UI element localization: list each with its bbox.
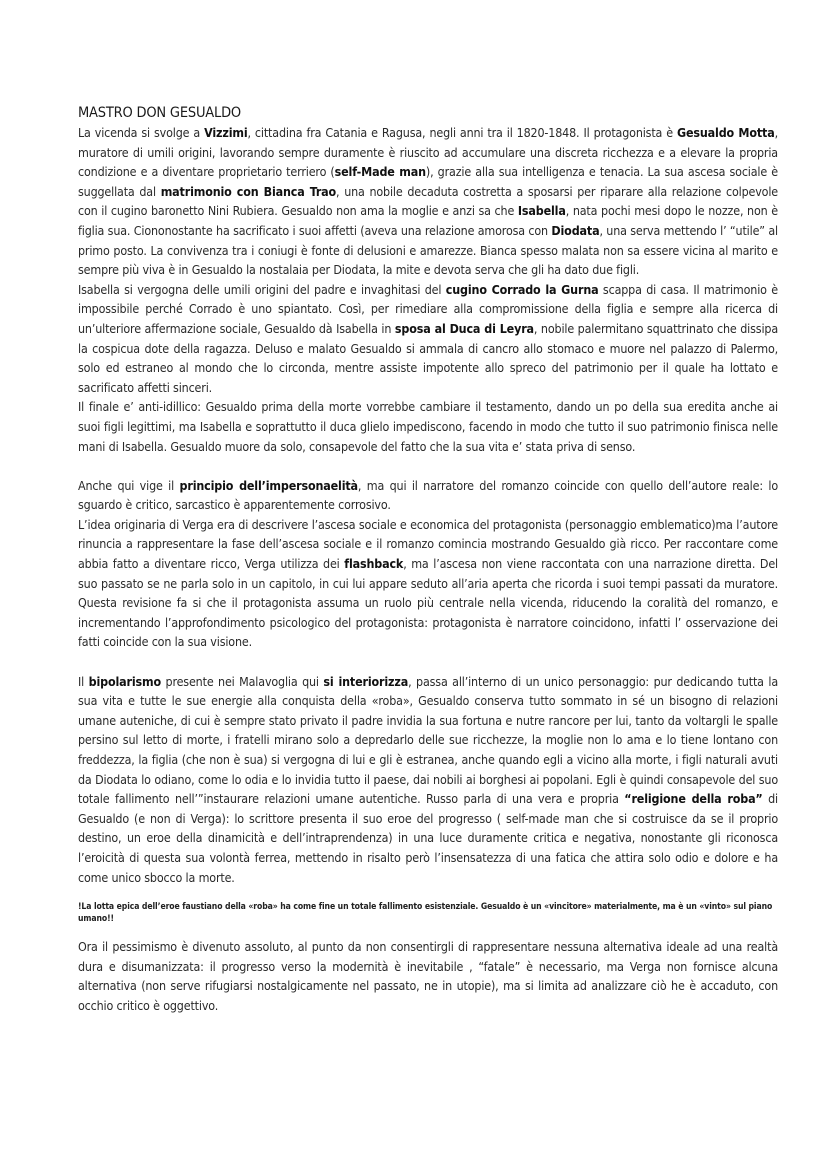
bold-term: Vizzimi bbox=[204, 125, 248, 140]
text-run: Il finale e’ anti-idillico: Gesualdo prima della morte vorrebbe cambiare il testamento, dando un po della sua eredita anche ai suoi figli legittimi, ma Isabella e soprattutto il duca glielo impediscono, facendo in modo che tutto il suo patrimonio finisca nelle mani di Isabella. Gesualdo muore da solo, consapevole del fatto che la sua vita e’ stata priva di senso. bbox=[78, 399, 778, 454]
bold-term: “religione della roba” bbox=[624, 791, 763, 807]
text-run: , nobile palermitano squattrinato che dissipa la cospicua dote della ragazza. Deluso e malato Gesualdo si ammala di cancro allo stomaco e muore nel palazzo di Palermo, solo ed estraneo al mondo che lo circonda, mentre assiste impotente allo spreco del patrimonio per il quale ha lottato e sacrificato affetti sinceri. bbox=[78, 320, 779, 395]
text-run: , una serva mettendo l’ “utile” al primo posto. La convivenza tra i coniugi è fonte di delusioni e amarezze. Bianca spesso malata non sa essere vicina al marito e sempre più viva è in Gesualdo la nostalaia per Diodata, la mite e devota serva che gli ha dato due figli. bbox=[78, 222, 778, 278]
document-page bbox=[78, 104, 778, 1016]
text-run: , nata pochi mesi dopo le nozze, non è figlia sua. Ciononostante ha sacrificato i suoi affetti (aveva una relazione amorosa con bbox=[78, 203, 778, 238]
text-run: La vicenda si svolge a bbox=[78, 125, 205, 140]
paragraph-isabella bbox=[78, 280, 778, 398]
bold-term: Gesualdo Motta bbox=[677, 125, 775, 140]
text-run: , muratore di umili origini, lavorando sempre duramente è riuscito ad accumulare una discreta ricchezza e a elevare la propria condizione e a diventare proprietario terriero ( bbox=[78, 125, 778, 180]
bold-term: Diodata bbox=[551, 222, 600, 238]
spacer bbox=[78, 652, 778, 672]
text-run: , ma l’ascesa non viene raccontata con una narrazione diretta. Del suo passato se ne parla solo in un capitolo, in cui lui appare seduto all’aria aperta che ricorda i suoi tempi passati da muratore. Questa revisione fa si che il protagonista assuma un ruolo più centrale nella vicenda, riducendo la coralità del romanzo, e incrementando l’approfondimento psicologico del protagonista: protagonista è narratore coincidono, infatti l’ osservazione dei fatti coincide con la sua visione. bbox=[78, 556, 778, 650]
text-run: , cittadina fra Catania e Ragusa, negli anni tra il 1820-1848. Il protagonista è bbox=[247, 125, 677, 140]
bold-term: principio dell’impersonaelità bbox=[179, 477, 358, 493]
paragraph-plot bbox=[78, 123, 778, 280]
bold-term: self-Made man bbox=[334, 164, 426, 180]
paragraph-bipolarism bbox=[78, 672, 778, 888]
highlight-note: !La lotta epica dell’eroe faustiano della «roba» ha come fine un totale fallimento esistenziale. Gesualdo è un «vincitore» materialmente, ma è un «vinto» sul piano umano!! bbox=[78, 902, 773, 925]
text-run: , passa all’interno di un unico personaggio: pur dedicando tutta la sua vita e tutte le sue energie alla conquista della «roba», Gesualdo conserva tutto sommato in sé un bisogno di relazioni umane auteniche, di cui è sempre stato privato il padre invidia la sua fortuna e nutre rancore per lui, tanto da voltargli le spalle persino sul letto di morte, i fratelli mirano solo a depredarlo delle sue ricchezze, la moglie non lo ama e lo tiene lontano con freddezza, la figlia (che non è sua) si vergogna di lui e gli è estranea, anche quando egli a vicino alla morte, i figli naturali avuti da Diodata lo odiano, come lo odia e lo invidia tutto il paese, dai nobili ai borghesi ai popolani. Egli è quindi consapevole del suo totale fallimento nell’”instaurare relazioni umane autentiche. Russo parla di una vera e propria bbox=[78, 673, 778, 807]
text-run: , ma qui il narratore del romanzo coincide con quello dell’autore reale: lo sguardo è critico, sarcastico è apparentemente corrosivo. bbox=[78, 477, 778, 513]
text-run: Il bbox=[78, 673, 89, 689]
text-run: Anche qui vige il bbox=[78, 477, 180, 493]
text-run: Ora il pessimismo è divenuto assoluto, al punto da non consentirgli di rappresentare nessuna alternativa ideale ad una realtà dura e disumanizzata: il progresso verso la modernità è inevitabile , “fatale” è necessario, ma Verga non fornisce alcuna alternativa (non serve rifugiarsi nostalgicamente nel passato, ne in utopie), ma si limita ad analizzare ciò he è accaduto, con occhio critico è oggettivo. bbox=[78, 939, 778, 1013]
text-run: di Gesualdo (e non di Verga): lo scrittore presenta il suo eroe del progresso ( self-made man che si costruisce da se il proprio destino, un eroe della dinamicità e dell’intraprendenza) in una luce duramente critica e negativa, nonostante gli riconosca l’eroicità di questa sua volontà ferrea, mettendo in risalto però l’insensatezza di una fatica che attira solo odio e dolore e ha come unico sbocco la morte. bbox=[78, 791, 779, 885]
bold-term: bipolarismo bbox=[88, 673, 161, 689]
bold-term: flashback bbox=[344, 556, 404, 572]
paragraph-impersonality bbox=[78, 476, 778, 515]
text-run: ), grazie alla sua intelligenza e tenacia. La sua ascesa sociale è suggellata dal bbox=[78, 164, 778, 199]
document-title: MASTRO DON GESUALDO bbox=[78, 105, 241, 121]
text-run: , una nobile decaduta costretta a sposarsi per riparare alla relazione colpevole con il cugino baronetto Nini Rubiera. Gesualdo non ama la moglie e anzi sa che bbox=[78, 183, 779, 219]
spacer bbox=[78, 456, 778, 476]
bold-term: cugino Corrado la Gurna bbox=[445, 281, 599, 297]
text-run: L’idea originaria di Verga era di descrivere l’ascesa sociale e economica del protagonista (personaggio emblematico)ma l’autore rinuncia a rappresentare la fase dell’ascesa sociale e il romanzo comincia mostrando Gesualdo già ricco. Per raccontare come abbia fatto a diventare ricco, Verga utilizza dei bbox=[78, 516, 778, 572]
paragraph-verga-idea bbox=[78, 515, 778, 652]
text-run: scappa di casa. Il matrimonio è impossibile perché Corrado è uno spiantato. Così, per rimediare alla compromissione della figlia e sempre alla ricerca di un’ulteriore affermazione sociale, Gesualdo dà Isabella in bbox=[78, 281, 778, 336]
paragraph-pessimism bbox=[78, 937, 778, 1015]
text-run: presente nei Malavoglia qui bbox=[160, 673, 324, 689]
bold-term: sposa al Duca di Leyra bbox=[394, 320, 534, 336]
bold-term: Isabella bbox=[517, 203, 566, 219]
bold-term: matrimonio con Bianca Trao bbox=[160, 183, 337, 199]
bold-term: si interiorizza bbox=[323, 673, 409, 689]
paragraph-ending bbox=[78, 397, 778, 456]
text-run: Isabella si vergogna delle umili origini del padre e invaghitasi del bbox=[78, 281, 446, 297]
